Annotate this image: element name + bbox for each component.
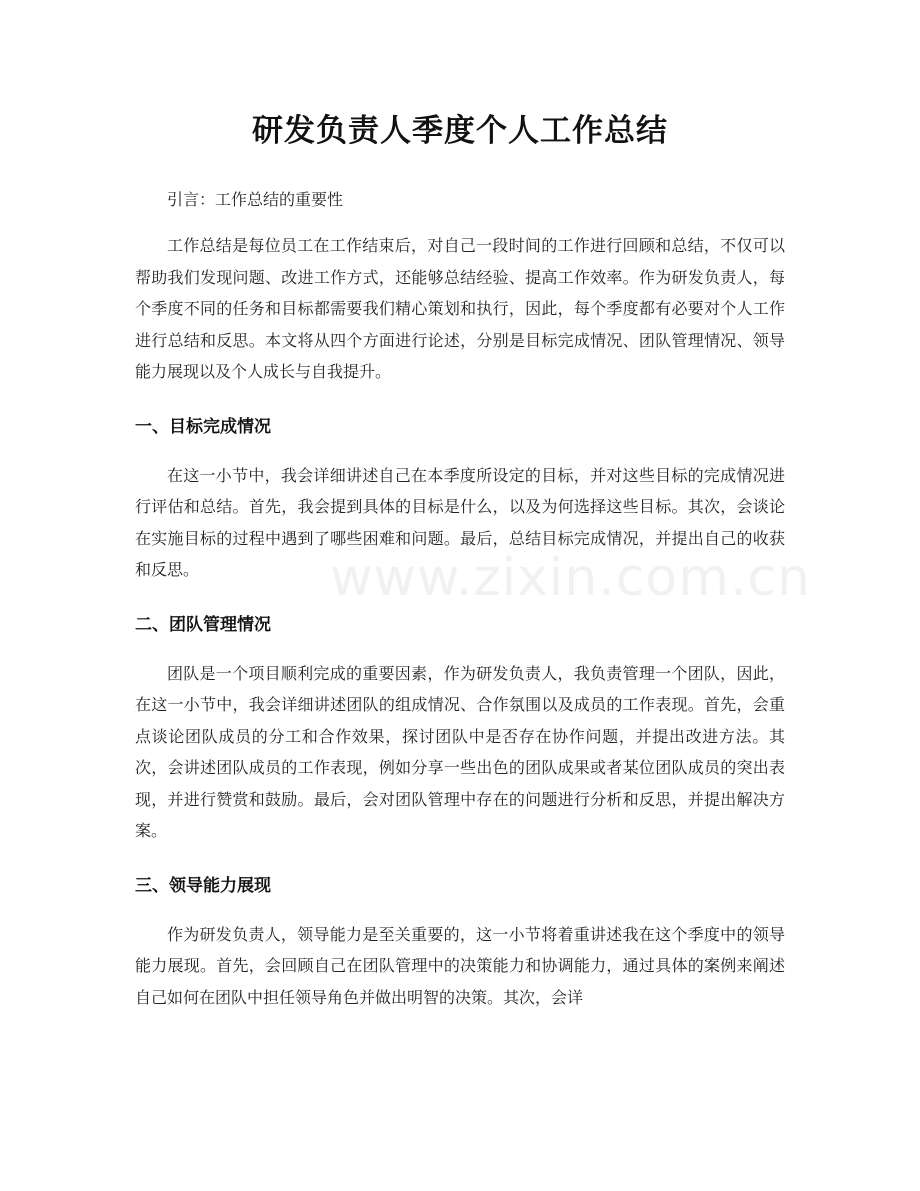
intro-paragraph: 工作总结是每位员工在工作结束后，对自己一段时间的工作进行回顾和总结，不仅可以帮助我们发现问题、改进工作方式，还能够总结经验、提高工作效率。作为研发负责人，每个季度不同的任务和目标都需要我们精心策划和执行，因此，每个季度都有必要对个人工作进行总结和反思。本文将从四个方面进行论述，分别是目标完成情况、团队管理情况、领导能力展现以及个人成长与自我提升。 [135, 236, 785, 381]
section-heading-team: 二、团队管理情况 [135, 614, 271, 635]
section-heading-goals: 一、目标完成情况 [135, 416, 271, 437]
watermark: www.zixin.com.cn [330, 548, 811, 608]
section-paragraph-leadership: 作为研发负责人，领导能力是至关重要的，这一小节将着重讲述我在这个季度中的领导能力展现。首先，会回顾自己在团队管理中的决策能力和协调能力，通过具体的案例来阐述自己如何在团队中担任领导角色并做出明智的决策。其次，会详 [135, 924, 785, 1007]
section-heading-leadership: 三、领导能力展现 [135, 875, 271, 896]
section-paragraph-goals: 在这一小节中，我会详细讲述自己在本季度所设定的目标，并对这些目标的完成情况进行评估和总结。首先，我会提到具体的目标是什么，以及为何选择这些目标。其次，会谈论在实施目标的过程中遇到了哪些困难和问题。最后，总结目标完成情况，并提出自己的收获和反思。 [135, 465, 785, 579]
document-body [135, 182, 785, 1013]
intro-heading: 引言：工作总结的重要性 [167, 190, 344, 209]
section-paragraph-team: 团队是一个项目顺利完成的重要因素，作为研发负责人，我负责管理一个团队，因此，在这一小节中，我会详细讲述团队的组成情况、合作氛围以及成员的工作表现。首先，会重点谈论团队成员的分工和合作效果，探讨团队中是否存在协作问题，并提出改进方法。其次，会讲述团队成员的工作表现，例如分享一些出色的团队成果或者某位团队成员的突出表现，并进行赞赏和鼓励。最后，会对团队管理中存在的问题进行分析和反思，并提出解决方案。 [135, 663, 785, 840]
document-title: 研发负责人季度个人工作总结 [252, 113, 668, 149]
